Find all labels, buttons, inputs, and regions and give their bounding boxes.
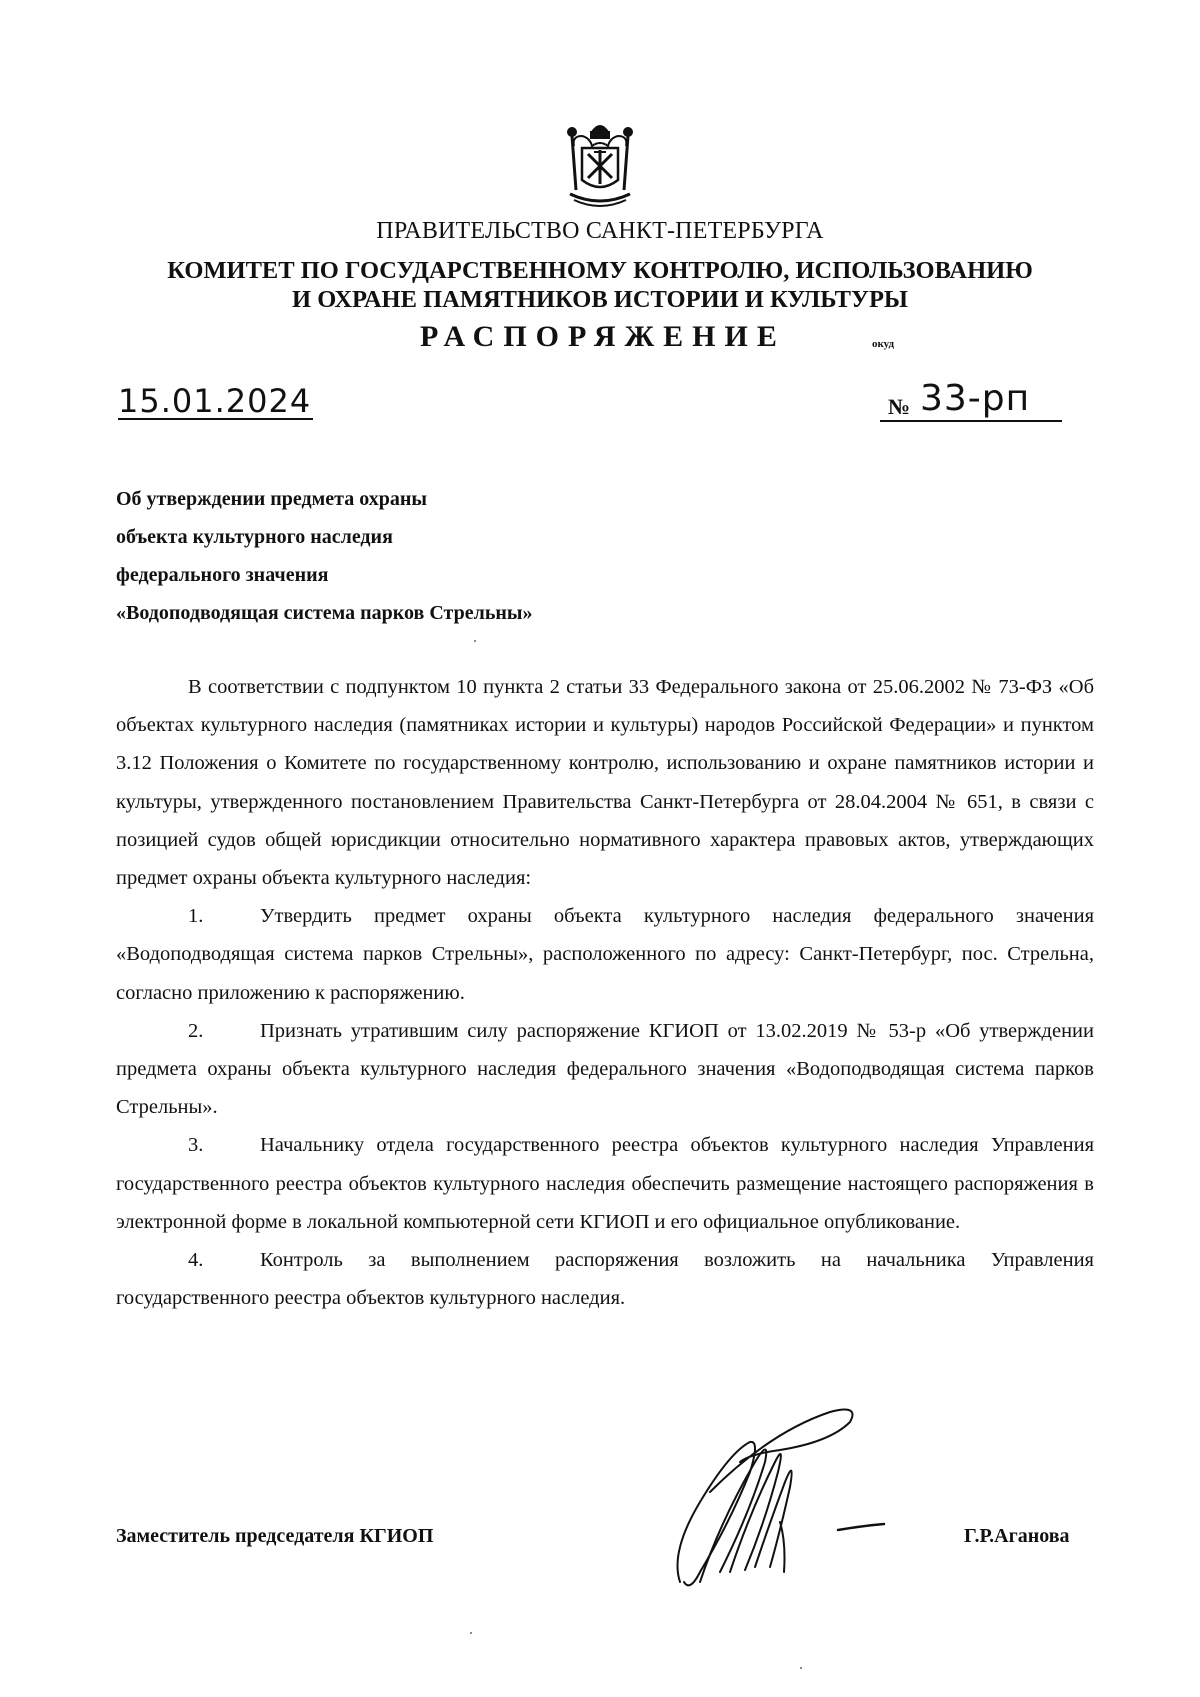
item-number: 2.	[188, 1019, 204, 1042]
item-number: 1.	[188, 905, 204, 928]
coat-of-arms-icon	[560, 118, 640, 210]
item-text: Признать утратившим силу распоряжение КГИОП от 13.02.2019 № 53-р «Об утверждении предмета охраны объекта культурного наследия федерального значения «Водоподводящая система парков Стрельны».	[116, 1019, 1094, 1119]
speck	[470, 1632, 472, 1634]
title-line: федерального значения	[116, 564, 329, 586]
item-number: 3.	[188, 1134, 204, 1157]
document-title	[116, 480, 533, 632]
list-item	[116, 1126, 1094, 1241]
preamble-paragraph: В соответствии с подпунктом 10 пункта 2 статьи 33 Федерального закона от 25.06.2002 № 73-ФЗ «Об объектах культурного наследия (памятниках истории и культуры) народов Российской Федерации» и пунктом 3.12 Положения о Комитете по государственному контролю, использованию и охране памятников истории и культуры, утвержденного постановлением Правительства Санкт-Петербурга от 28.04.2004 № 651, в связи с позицией судов общей юрисдикции относительно нормативного характера правовых актов, утверждающих предмет охраны объекта культурного наследия:	[116, 676, 1094, 890]
number-sign: №	[888, 394, 911, 419]
document-type: РАСПОРЯЖЕНИЕ	[420, 320, 786, 353]
government-name: ПРАВИТЕЛЬСТВО САНКТ-ПЕТЕРБУРГА	[376, 218, 824, 244]
document-number: 33-рп	[920, 378, 1031, 419]
title-line: объекта культурного наследия	[116, 526, 393, 548]
title-line: «Водоподводящая система парков Стрельны»	[116, 602, 533, 624]
item-text: Утвердить предмет охраны объекта культурного наследия федерального значения «Водоподводящая система парков Стрельны», расположенного по адресу: Санкт-Петербург, пос. Стрельна, согласно приложению к распоряжению.	[116, 905, 1094, 1004]
signatory-position: Заместитель председателя КГИОП	[116, 1525, 434, 1547]
okud-label: окуд	[872, 338, 895, 350]
item-text: Контроль за выполнением распоряжения возложить на начальника Управления государственного реестра объектов культурного наследия.	[116, 1249, 1094, 1310]
signatory-name: Г.Р.Аганова	[964, 1525, 1070, 1547]
committee-name-line2: И ОХРАНЕ ПАМЯТНИКОВ ИСТОРИИ И КУЛЬТУРЫ	[292, 286, 908, 313]
item-number: 4.	[188, 1249, 204, 1272]
committee-name	[0, 256, 1200, 314]
document-number-field	[880, 380, 1062, 422]
document-body	[116, 668, 1094, 1317]
list-item	[116, 1012, 1094, 1127]
speck	[800, 1667, 802, 1669]
document-date: 15.01.2024	[118, 382, 312, 420]
list-item	[116, 1241, 1094, 1317]
item-text: Начальнику отдела государственного реестра объектов культурного наследия Управления государственного реестра объектов культурного наследия обеспечить размещение настоящего распоряжения в электронной форме в локальной компьютерной сети КГИОП и его официальное опубликование.	[116, 1134, 1094, 1233]
committee-name-line1: КОМИТЕТ ПО ГОСУДАРСТВЕННОМУ КОНТРОЛЮ, ИСПОЛЬЗОВАНИЮ	[167, 257, 1033, 284]
signature-icon	[660, 1402, 890, 1602]
signature-dash-icon	[836, 1522, 886, 1532]
title-line: Об утверждении предмета охраны	[116, 488, 427, 510]
speck	[474, 640, 476, 642]
list-item	[116, 897, 1094, 1012]
